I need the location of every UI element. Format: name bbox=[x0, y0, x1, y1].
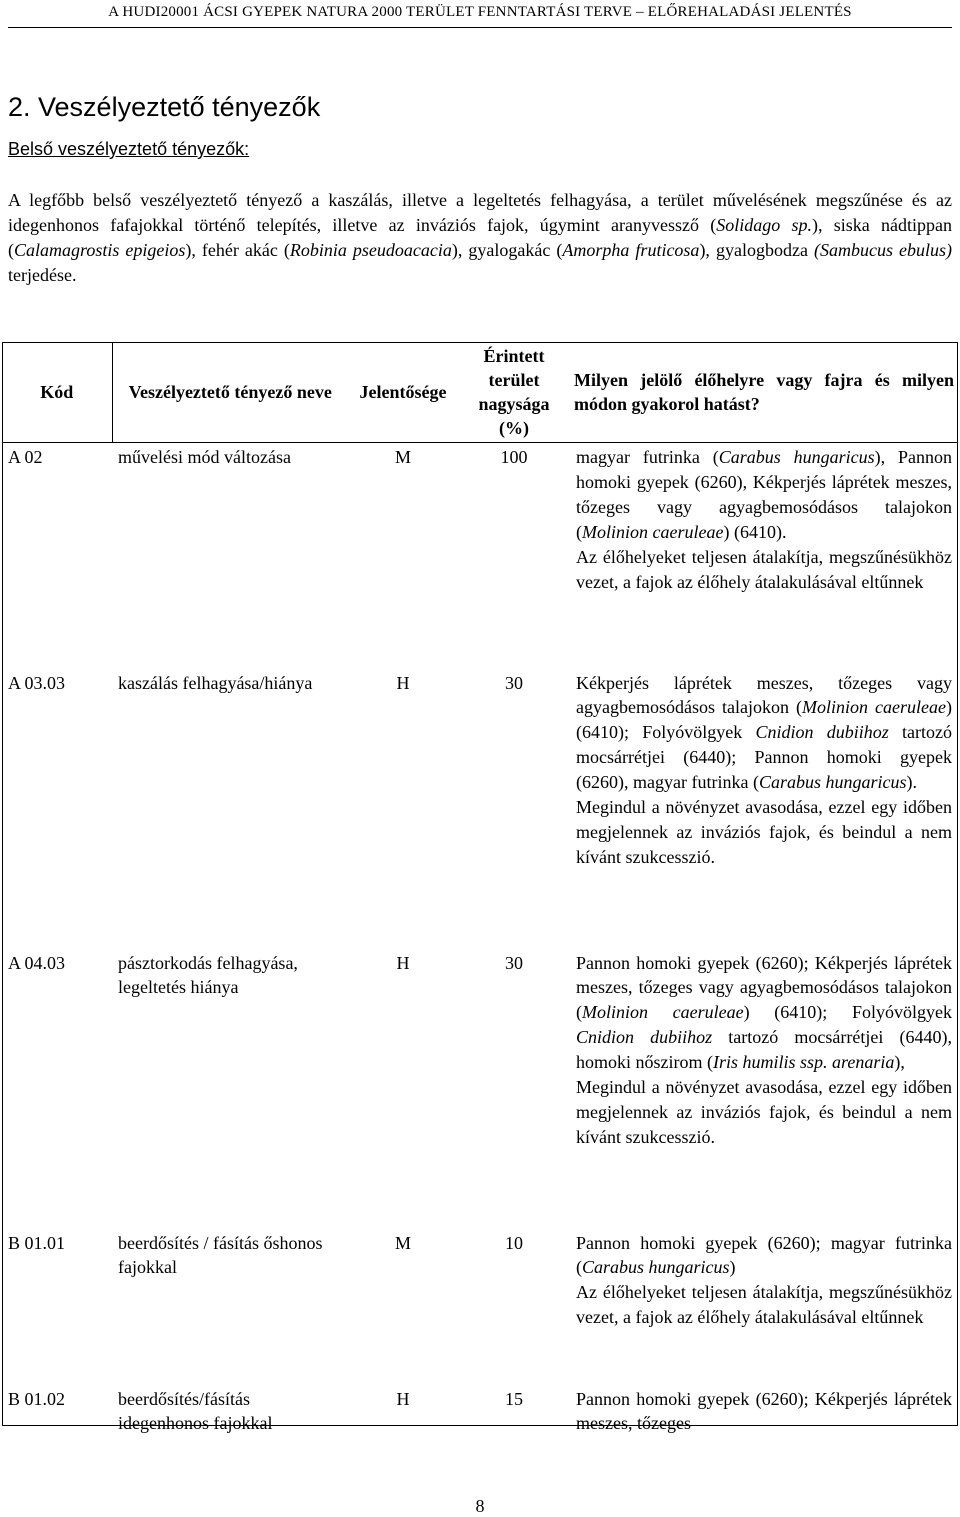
effect-consequence: Megindul a növényzet avasodása, ezzel egy időben megjelennek az inváziós fajok, és beindul a nem kívánt szukcesszió. bbox=[576, 797, 952, 867]
row-effect bbox=[570, 443, 958, 669]
effect-line: Pannon homoki gyepek (6260); Kékperjés láprétek meszes, tőzeges vagy agyagbemosódásos talajokon (Molinion caeruleae) (6410); Folyóvölgyek Cnidion dubiihoz tartozó mocsárrétjei (6440), homoki nőszirom (Iris humilis ssp. arenaria), bbox=[576, 952, 952, 1073]
intro-paragraph: A legfőbb belső veszélyeztető tényező a kaszálás, illetve a legeltetés felhagyása, a terület művelésének megszűnése és az idegenhonos fafajokkal történő telepítés, illetve az inváziós fajok, úgymint aranyvessző (Solidago sp.), siska nádtippan (Calamagrostis epigeios), fehér akác (Robinia pseudoacacia), gyalogakác (Amorpha fruticosa), gyalogbodza (Sambucus ebulus) terjedése. bbox=[8, 190, 952, 285]
row-area: 30 bbox=[505, 672, 523, 693]
row-area: 100 bbox=[500, 447, 528, 467]
subsection-title: Belső veszélyeztető tényezők: bbox=[8, 139, 250, 159]
row-area: 30 bbox=[505, 952, 523, 973]
row-name: beerdősítés / fásítás őshonos fajokkal bbox=[118, 1232, 323, 1278]
section-title: 2. Veszélyeztető tényezők bbox=[8, 92, 321, 122]
row-code: A 03.03 bbox=[8, 672, 66, 693]
row-effect: Pannon homoki gyepek (6260); Kékperjés láprétek meszes, tőzeges bbox=[576, 1388, 952, 1434]
table-header-row bbox=[2, 342, 958, 443]
table-row bbox=[2, 443, 958, 669]
row-effect bbox=[570, 949, 958, 1229]
row-significance: H bbox=[396, 1388, 410, 1409]
header-significance: Jelentősége bbox=[359, 382, 447, 402]
header-area: Érintett terület nagysága (%) bbox=[478, 346, 550, 438]
threats-table bbox=[2, 342, 958, 1440]
row-significance: H bbox=[396, 952, 410, 973]
row-effect bbox=[570, 669, 958, 949]
row-code: B 01.01 bbox=[8, 1232, 66, 1253]
effect-line: Pannon homoki gyepek (6260); magyar futrinka (Carabus hungaricus) bbox=[576, 1232, 952, 1278]
row-effect bbox=[570, 1229, 958, 1385]
row-significance: M bbox=[394, 447, 411, 467]
effect-consequence: Az élőhelyeket teljesen átalakítja, megszűnésükhöz vezet, a fajok az élőhely átalakulásával eltűnnek bbox=[576, 546, 952, 592]
page-number: 8 bbox=[475, 1496, 485, 1516]
effect-line: Kékperjés láprétek meszes, tőzeges vagy agyagbemosódásos talajokon (Molinion caeruleae) (6410); Folyóvölgyek Cnidion dubiihoz tartozó mocsárrétjei (6440); Pannon homoki gyepek (6260), magyar futrinka (Carabus hungaricus). bbox=[576, 672, 953, 793]
row-area: 15 bbox=[505, 1388, 523, 1409]
row-name: pásztorkodás felhagyása, legeltetés hiánya bbox=[118, 952, 298, 998]
table-row bbox=[2, 669, 958, 949]
table-row bbox=[2, 949, 958, 1229]
table-row bbox=[2, 1385, 958, 1441]
header-effect: Milyen jelölő élőhelyre vagy fajra és milyen módon gyakorol hatást? bbox=[574, 370, 954, 414]
effect-consequence: Az élőhelyeket teljesen átalakítja, megszűnésükhöz vezet, a fajok az élőhely átalakulásával eltűnnek bbox=[576, 1282, 952, 1328]
row-name: kaszálás felhagyása/hiánya bbox=[118, 672, 313, 693]
header-code: Kód bbox=[2, 342, 112, 443]
effect-consequence: Megindul a növényzet avasodása, ezzel egy időben megjelennek az inváziós fajok, és beindul a nem kívánt szukcesszió. bbox=[576, 1077, 952, 1147]
row-significance: H bbox=[396, 672, 410, 693]
row-area: 10 bbox=[505, 1232, 523, 1253]
running-header: A HUDI20001 ÁCSI GYEPEK NATURA 2000 TERÜLET FENNTARTÁSI TERVE – ELŐREHALADÁSI JELENTÉS bbox=[8, 4, 952, 28]
row-code: A 04.03 bbox=[8, 952, 66, 973]
header-name: Veszélyeztető tényező neve bbox=[128, 382, 332, 402]
row-significance: M bbox=[394, 1232, 411, 1253]
row-code: B 01.02 bbox=[8, 1388, 66, 1409]
row-name: művelési mód változása bbox=[118, 447, 291, 467]
effect-line: magyar futrinka (Carabus hungaricus), Pannon homoki gyepek (6260), Kékperjés láprétek meszes, tőzeges vagy agyagbemosódásos talajokon (Molinion caeruleae) (6410). bbox=[576, 447, 953, 542]
row-name: beerdősítés/fásítás idegenhonos fajokkal bbox=[118, 1388, 273, 1434]
row-code: A 02 bbox=[8, 447, 43, 467]
table-row bbox=[2, 1229, 958, 1385]
